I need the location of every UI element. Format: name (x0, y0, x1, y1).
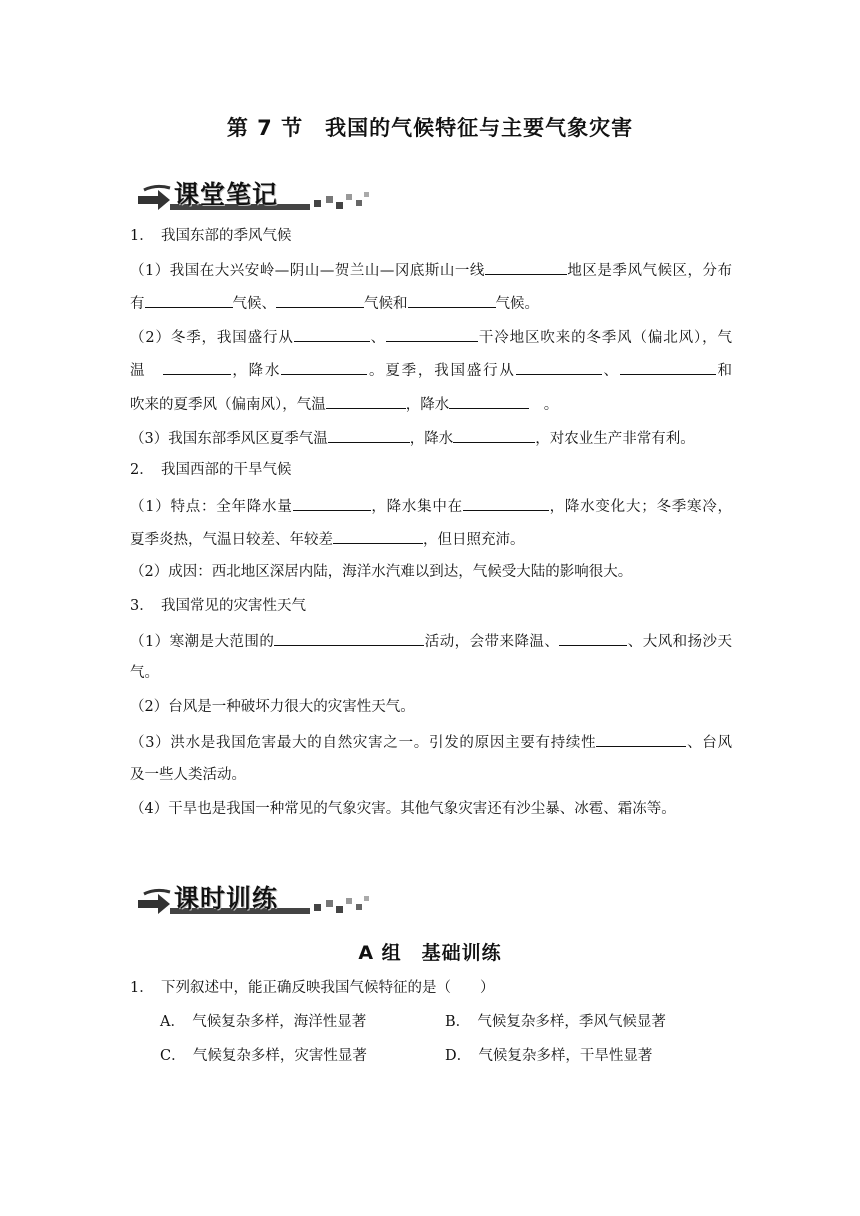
fill-blank[interactable] (516, 359, 602, 375)
fill-blank[interactable] (386, 326, 478, 342)
option-b[interactable]: B． 气候复杂多样，季风气候显著 (445, 1014, 666, 1030)
note-heading-3: 3． 我国常见的灾害性天气 (130, 598, 306, 614)
note-line: （2）台风是一种破坏力很大的灾害性天气。 (130, 699, 415, 715)
fill-blank[interactable] (276, 292, 364, 308)
fill-blank[interactable] (596, 731, 686, 747)
fill-blank[interactable] (293, 495, 371, 511)
note-line: 及一些人类活动。 (130, 767, 246, 783)
note-line: 夏季炎热，气温日较差、年较差 ，但日照充沛。 (130, 528, 732, 550)
fill-blank[interactable] (333, 528, 423, 544)
fill-blank[interactable] (453, 427, 535, 443)
banner-label: 课时训练 (174, 884, 279, 913)
fill-blank[interactable] (328, 427, 410, 443)
note-line: 温 ，降水 。夏季，我国盛行从 、 和 (130, 359, 732, 381)
page-title: 第 7 节 我国的气候特征与主要气象灾害 (226, 116, 634, 140)
note-line: （2）成因：西北地区深居内陆，海洋水汽难以到达，气候受大陆的影响很大。 (130, 564, 633, 580)
note-line: （3）我国东部季风区夏季气温 ，降水 ，对农业生产非常有利。 (130, 427, 732, 449)
fill-blank[interactable] (274, 630, 424, 646)
fill-blank[interactable] (485, 259, 567, 275)
note-line: 气。 (130, 665, 159, 681)
fill-blank[interactable] (463, 495, 549, 511)
fill-blank[interactable] (163, 359, 231, 375)
section-banner-notes (136, 174, 376, 214)
fill-blank[interactable] (326, 393, 406, 409)
fill-blank[interactable] (281, 359, 367, 375)
question-stem: 1． 下列叙述中，能正确反映我国气候特征的是（ ） (130, 980, 495, 996)
fill-blank[interactable] (449, 393, 529, 409)
note-line: （1）寒潮是大范围的 活动，会带来降温、 、大风和扬沙天 (130, 630, 732, 652)
note-heading-1: 1． 我国东部的季风气候 (130, 228, 292, 244)
option-c[interactable]: C． 气候复杂多样，灾害性显著 (160, 1048, 367, 1064)
note-line: 吹来的夏季风（偏南风），气温 ，降水 。 (130, 393, 732, 415)
note-line: （2）冬季，我国盛行从 、 干冷地区吹来的冬季风（偏北风），气 (130, 326, 732, 348)
fill-blank[interactable] (145, 292, 233, 308)
fill-blank[interactable] (294, 326, 370, 342)
option-d[interactable]: D． 气候复杂多样，干旱性显著 (445, 1048, 653, 1064)
fill-blank[interactable] (559, 630, 627, 646)
option-a[interactable]: A． 气候复杂多样，海洋性显著 (160, 1014, 367, 1030)
note-line: （1）特点：全年降水量 ，降水集中在 ，降水变化大；冬季寒冷， (130, 495, 732, 517)
note-line: （1）我国在大兴安岭—阴山—贺兰山—冈底斯山一线 地区是季风气候区，分布 (130, 259, 732, 281)
fill-blank[interactable] (408, 292, 496, 308)
note-line: （3）洪水是我国危害最大的自然灾害之一。引发的原因主要有持续性 、台风 (130, 731, 732, 753)
banner-label: 课堂笔记 (174, 180, 279, 209)
note-line: 有 气候、 气候和 气候。 (130, 292, 732, 314)
fill-blank[interactable] (620, 359, 716, 375)
group-title: A 组 基础训练 (358, 942, 502, 964)
note-line: （4）干旱也是我国一种常见的气象灾害。其他气象灾害还有沙尘暴、冰雹、霜冻等。 (130, 801, 676, 817)
section-banner-practice (136, 878, 376, 918)
note-heading-2: 2． 我国西部的干旱气候 (130, 462, 292, 478)
